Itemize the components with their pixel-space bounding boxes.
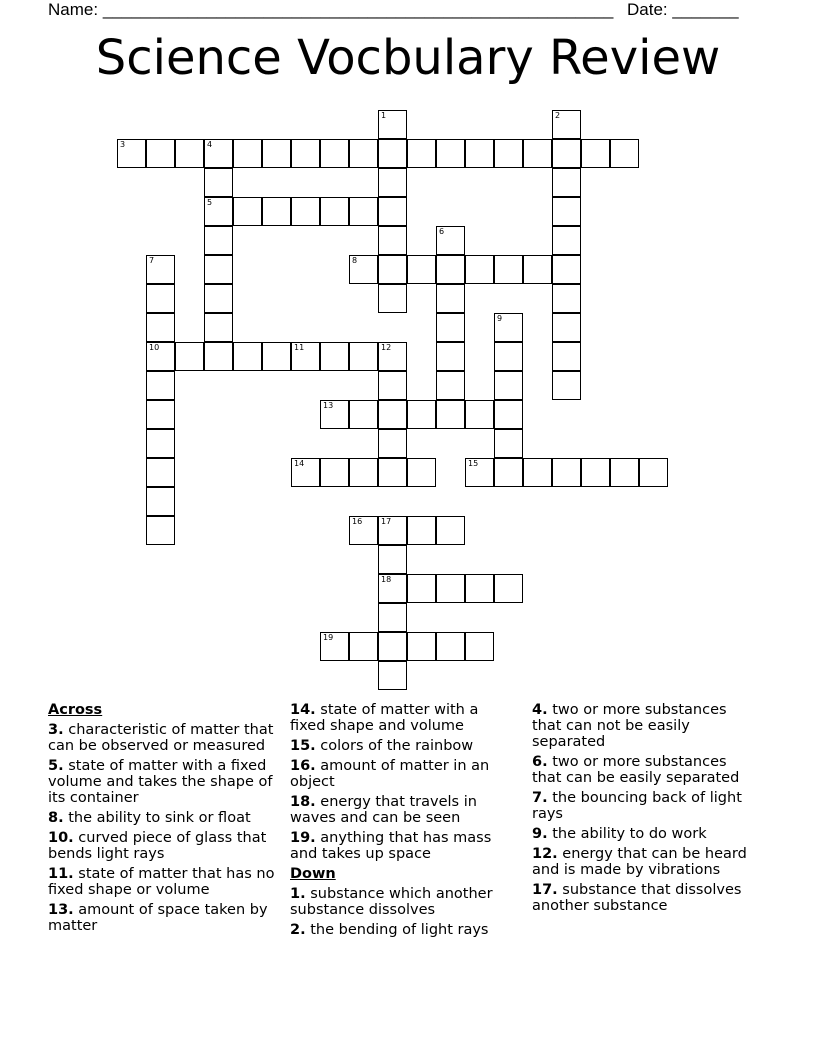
clues-column-3 bbox=[532, 702, 757, 918]
crossword-cell[interactable] bbox=[552, 342, 581, 371]
clue-number: 11 bbox=[294, 343, 305, 352]
clue-item-number: 8. bbox=[48, 810, 64, 826]
crossword-cell[interactable] bbox=[552, 313, 581, 342]
clue-number: 14 bbox=[294, 459, 305, 468]
page-title: Science Vocbulary Review bbox=[95, 30, 721, 86]
crossword-cell[interactable] bbox=[494, 574, 523, 603]
crossword-cell[interactable] bbox=[291, 342, 320, 371]
crossword-cell[interactable] bbox=[378, 168, 407, 197]
clue-item-text: characteristic of matter that can be observed or measured bbox=[48, 722, 274, 754]
crossword-cell[interactable] bbox=[320, 458, 349, 487]
clue-item bbox=[48, 902, 278, 934]
crossword-cell[interactable] bbox=[378, 255, 407, 284]
crossword-cell[interactable] bbox=[436, 139, 465, 168]
crossword-cell[interactable] bbox=[320, 197, 349, 226]
crossword-cell[interactable] bbox=[494, 400, 523, 429]
crossword-cell[interactable] bbox=[262, 139, 291, 168]
clue-item bbox=[290, 830, 510, 862]
clue-number: 16 bbox=[352, 517, 363, 526]
crossword-cell[interactable] bbox=[436, 313, 465, 342]
crossword-cell[interactable] bbox=[146, 255, 175, 284]
crossword-cell[interactable] bbox=[378, 545, 407, 574]
clue-item-text: colors of the rainbow bbox=[320, 738, 474, 754]
crossword-cell[interactable] bbox=[291, 139, 320, 168]
clue-item-number: 15. bbox=[290, 738, 316, 754]
crossword-cell[interactable] bbox=[146, 139, 175, 168]
crossword-cell[interactable] bbox=[146, 429, 175, 458]
crossword-cell[interactable] bbox=[204, 342, 233, 371]
across-heading: Across bbox=[48, 702, 103, 718]
clue-item-text: amount of space taken by matter bbox=[48, 902, 268, 934]
clue-item bbox=[532, 702, 757, 750]
crossword-cell[interactable] bbox=[407, 139, 436, 168]
crossword-cell[interactable] bbox=[436, 632, 465, 661]
crossword-cell[interactable] bbox=[436, 574, 465, 603]
clue-number: 1 bbox=[381, 111, 387, 120]
name-blank[interactable]: ______________________________________________________ bbox=[102, 0, 614, 19]
across-clue-list-continued bbox=[290, 702, 510, 862]
crossword-cell[interactable] bbox=[204, 139, 233, 168]
clue-item-number: 2. bbox=[290, 922, 306, 938]
clue-item-text: curved piece of glass that bends light rays bbox=[48, 830, 267, 862]
crossword-cell[interactable] bbox=[378, 284, 407, 313]
clue-number: 19 bbox=[323, 633, 334, 642]
clue-item-text: anything that has mass and takes up space bbox=[290, 830, 492, 862]
crossword-cell[interactable] bbox=[378, 342, 407, 371]
crossword-cell[interactable] bbox=[378, 226, 407, 255]
clue-number: 12 bbox=[381, 343, 392, 352]
clue-number: 7 bbox=[149, 256, 155, 265]
clue-item bbox=[290, 922, 510, 938]
clue-item-text: the ability to do work bbox=[552, 826, 707, 842]
clue-number: 15 bbox=[468, 459, 479, 468]
crossword-cell[interactable] bbox=[291, 458, 320, 487]
crossword-cell[interactable] bbox=[320, 400, 349, 429]
crossword-cell[interactable] bbox=[523, 139, 552, 168]
clue-number: 17 bbox=[381, 517, 392, 526]
crossword-cell[interactable] bbox=[378, 661, 407, 690]
crossword-cell[interactable] bbox=[204, 284, 233, 313]
crossword-cell[interactable] bbox=[233, 197, 262, 226]
clue-item-text: state of matter with a fixed shape and volume bbox=[290, 702, 479, 734]
crossword-cell[interactable] bbox=[436, 400, 465, 429]
clue-item-number: 1. bbox=[290, 886, 306, 902]
crossword-cell[interactable] bbox=[552, 255, 581, 284]
crossword-cell[interactable] bbox=[639, 458, 668, 487]
crossword-cell[interactable] bbox=[320, 632, 349, 661]
crossword-cell[interactable] bbox=[204, 168, 233, 197]
crossword-cell[interactable] bbox=[465, 574, 494, 603]
crossword-cell[interactable] bbox=[552, 197, 581, 226]
crossword-cell[interactable] bbox=[204, 255, 233, 284]
clue-item bbox=[290, 702, 510, 734]
crossword-cell[interactable] bbox=[494, 458, 523, 487]
crossword-cell[interactable] bbox=[407, 632, 436, 661]
clue-item bbox=[532, 882, 757, 914]
crossword-cell[interactable] bbox=[349, 255, 378, 284]
clue-item-number: 7. bbox=[532, 790, 548, 806]
clue-number: 18 bbox=[381, 575, 392, 584]
crossword-cell[interactable] bbox=[494, 429, 523, 458]
crossword-cell[interactable] bbox=[378, 400, 407, 429]
crossword-cell[interactable] bbox=[146, 371, 175, 400]
crossword-cell[interactable] bbox=[610, 139, 639, 168]
crossword-cell[interactable] bbox=[378, 197, 407, 226]
clues-column-1 bbox=[48, 702, 278, 938]
crossword-cell[interactable] bbox=[552, 284, 581, 313]
crossword-cell[interactable] bbox=[465, 400, 494, 429]
clue-item bbox=[290, 794, 510, 826]
crossword-cell[interactable] bbox=[204, 313, 233, 342]
clue-item bbox=[48, 810, 278, 826]
crossword-cell[interactable] bbox=[233, 342, 262, 371]
crossword-cell[interactable] bbox=[146, 458, 175, 487]
crossword-cell[interactable] bbox=[552, 226, 581, 255]
clue-item-text: amount of matter in an object bbox=[290, 758, 490, 790]
clue-item-text: the bouncing back of light rays bbox=[532, 790, 742, 822]
crossword-cell[interactable] bbox=[349, 516, 378, 545]
clue-item-number: 12. bbox=[532, 846, 558, 862]
clue-item-number: 6. bbox=[532, 754, 548, 770]
crossword-cell[interactable] bbox=[146, 313, 175, 342]
clue-item-text: two or more substances that can not be easily separated bbox=[532, 702, 727, 750]
crossword-cell[interactable] bbox=[378, 632, 407, 661]
crossword-cell[interactable] bbox=[494, 371, 523, 400]
crossword-cell[interactable] bbox=[349, 197, 378, 226]
clue-number: 5 bbox=[207, 198, 213, 207]
clue-number: 6 bbox=[439, 227, 445, 236]
crossword-cell[interactable] bbox=[175, 342, 204, 371]
crossword-cell[interactable] bbox=[378, 516, 407, 545]
crossword-cell[interactable] bbox=[262, 197, 291, 226]
clue-item-number: 19. bbox=[290, 830, 316, 846]
crossword-cell[interactable] bbox=[494, 313, 523, 342]
clue-number: 10 bbox=[149, 343, 160, 352]
clue-number: 9 bbox=[497, 314, 503, 323]
clue-item bbox=[48, 866, 278, 898]
clue-item bbox=[290, 886, 510, 918]
crossword-cell[interactable] bbox=[552, 371, 581, 400]
crossword-cell[interactable] bbox=[436, 284, 465, 313]
crossword-cell[interactable] bbox=[407, 574, 436, 603]
clue-number: 4 bbox=[207, 140, 213, 149]
crossword-cell[interactable] bbox=[320, 342, 349, 371]
crossword-cell[interactable] bbox=[465, 139, 494, 168]
clue-item-text: two or more substances that can be easily separated bbox=[532, 754, 740, 786]
crossword-cell[interactable] bbox=[378, 603, 407, 632]
clue-item-text: energy that travels in waves and can be seen bbox=[290, 794, 477, 826]
crossword-cell[interactable] bbox=[291, 197, 320, 226]
clue-item-number: 4. bbox=[532, 702, 548, 718]
clue-item bbox=[532, 826, 757, 842]
date-label: Date: bbox=[627, 0, 668, 19]
down-clue-list bbox=[290, 886, 510, 938]
crossword-cell[interactable] bbox=[436, 371, 465, 400]
clue-item-text: substance which another substance dissolves bbox=[290, 886, 493, 918]
clue-item-number: 13. bbox=[48, 902, 74, 918]
crossword-cell[interactable] bbox=[436, 342, 465, 371]
crossword-cell[interactable] bbox=[494, 255, 523, 284]
crossword-cell[interactable] bbox=[378, 110, 407, 139]
name-label: Name: bbox=[48, 0, 99, 19]
crossword-cell[interactable] bbox=[610, 458, 639, 487]
crossword-cell[interactable] bbox=[552, 168, 581, 197]
crossword-cell[interactable] bbox=[407, 458, 436, 487]
crossword-cell[interactable] bbox=[436, 226, 465, 255]
clue-number: 3 bbox=[120, 140, 126, 149]
down-heading: Down bbox=[290, 866, 336, 882]
crossword-cell[interactable] bbox=[204, 197, 233, 226]
clue-item-number: 10. bbox=[48, 830, 74, 846]
crossword-cell[interactable] bbox=[349, 632, 378, 661]
clue-item bbox=[532, 846, 757, 878]
clue-item-text: energy that can be heard and is made by vibrations bbox=[532, 846, 747, 878]
date-blank[interactable]: _______ bbox=[672, 0, 739, 19]
crossword-cell[interactable] bbox=[146, 342, 175, 371]
crossword-cell[interactable] bbox=[465, 255, 494, 284]
crossword-cell[interactable] bbox=[146, 284, 175, 313]
crossword-cell[interactable] bbox=[146, 516, 175, 545]
down-clue-list-continued bbox=[532, 702, 757, 914]
clue-item-text: substance that dissolves another substance bbox=[532, 882, 742, 914]
crossword-cell[interactable] bbox=[552, 139, 581, 168]
crossword-cell[interactable] bbox=[436, 255, 465, 284]
clue-item-text: state of matter that has no fixed shape or volume bbox=[48, 866, 275, 898]
clue-item-number: 9. bbox=[532, 826, 548, 842]
crossword-cell[interactable] bbox=[581, 139, 610, 168]
crossword-cell[interactable] bbox=[349, 342, 378, 371]
clue-item-number: 3. bbox=[48, 722, 64, 738]
crossword-cell[interactable] bbox=[204, 226, 233, 255]
crossword-cell[interactable] bbox=[233, 139, 262, 168]
clue-number: 13 bbox=[323, 401, 334, 410]
clue-item bbox=[532, 790, 757, 822]
crossword-cell[interactable] bbox=[465, 632, 494, 661]
crossword-cell[interactable] bbox=[407, 516, 436, 545]
crossword-cell[interactable] bbox=[407, 400, 436, 429]
clue-item bbox=[290, 738, 510, 754]
crossword-cell[interactable] bbox=[436, 516, 465, 545]
crossword-cell[interactable] bbox=[117, 139, 146, 168]
crossword-cell[interactable] bbox=[523, 458, 552, 487]
clue-item bbox=[290, 758, 510, 790]
clue-item bbox=[48, 758, 278, 806]
clue-item-text: the bending of light rays bbox=[310, 922, 489, 938]
clue-item-number: 17. bbox=[532, 882, 558, 898]
crossword-cell[interactable] bbox=[581, 458, 610, 487]
crossword-cell[interactable] bbox=[465, 458, 494, 487]
clue-item bbox=[48, 722, 278, 754]
crossword-cell[interactable] bbox=[523, 255, 552, 284]
clue-number: 2 bbox=[555, 111, 561, 120]
crossword-cell[interactable] bbox=[552, 458, 581, 487]
clue-item-text: state of matter with a fixed volume and takes the shape of its container bbox=[48, 758, 273, 806]
crossword-cell[interactable] bbox=[349, 139, 378, 168]
clue-item bbox=[532, 754, 757, 786]
crossword-cell[interactable] bbox=[552, 110, 581, 139]
clue-item-text: the ability to sink or float bbox=[68, 810, 251, 826]
crossword-cell[interactable] bbox=[349, 400, 378, 429]
crossword-cell[interactable] bbox=[378, 458, 407, 487]
clue-item-number: 16. bbox=[290, 758, 316, 774]
crossword-cell[interactable] bbox=[378, 371, 407, 400]
crossword-cell[interactable] bbox=[146, 487, 175, 516]
crossword-cell[interactable] bbox=[349, 458, 378, 487]
crossword-cell[interactable] bbox=[378, 429, 407, 458]
clue-item-number: 11. bbox=[48, 866, 74, 882]
crossword-cell[interactable] bbox=[494, 139, 523, 168]
clue-item-number: 18. bbox=[290, 794, 316, 810]
clues-column-2 bbox=[290, 702, 510, 942]
across-clue-list bbox=[48, 722, 278, 934]
crossword-cell[interactable] bbox=[494, 342, 523, 371]
clue-item-number: 14. bbox=[290, 702, 316, 718]
crossword-cell[interactable] bbox=[378, 139, 407, 168]
crossword-cell[interactable] bbox=[407, 255, 436, 284]
crossword-cell[interactable] bbox=[175, 139, 204, 168]
clue-number: 8 bbox=[352, 256, 358, 265]
crossword-cell[interactable] bbox=[378, 574, 407, 603]
crossword-cell[interactable] bbox=[262, 342, 291, 371]
crossword-cell[interactable] bbox=[320, 139, 349, 168]
crossword-cell[interactable] bbox=[146, 400, 175, 429]
clue-item-number: 5. bbox=[48, 758, 64, 774]
clue-item bbox=[48, 830, 278, 862]
